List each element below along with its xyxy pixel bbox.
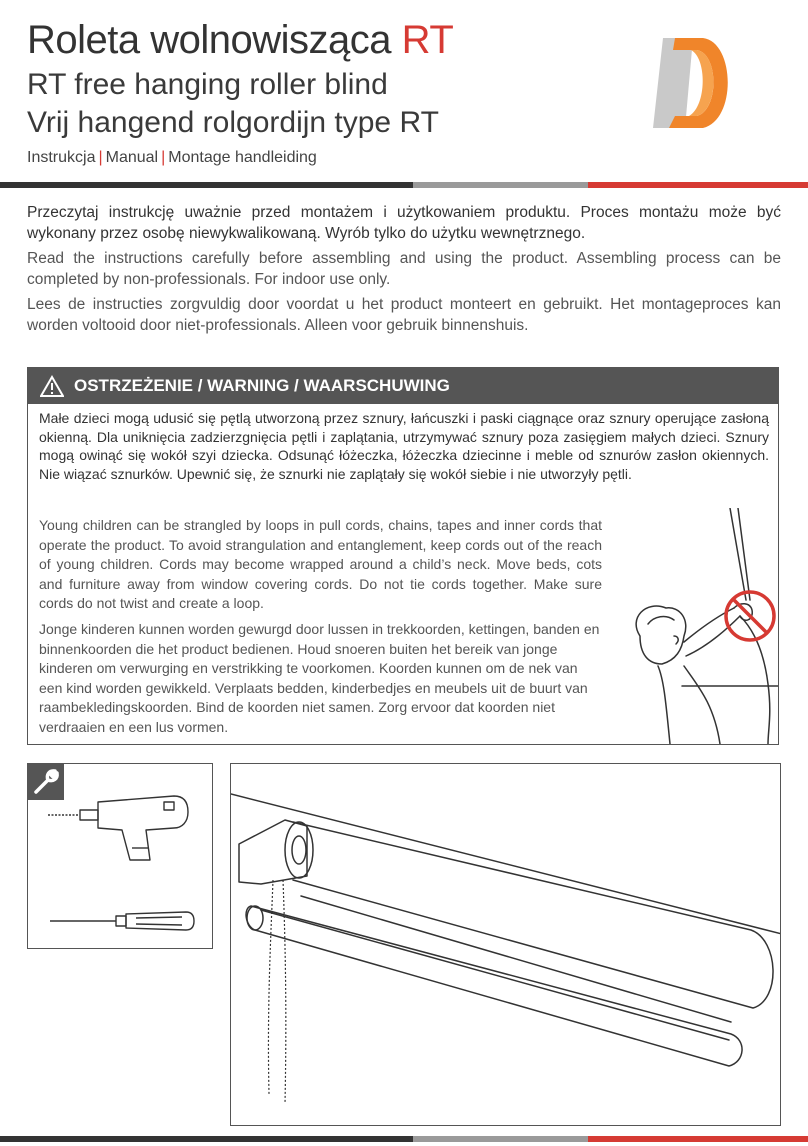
brand-logo-icon: [645, 28, 735, 138]
doc-type-nl: Montage handleiding: [168, 149, 317, 166]
roller-blind-illustration: [230, 763, 781, 1126]
drill-icon: [46, 788, 196, 868]
title-word-1: Roleta: [27, 18, 140, 62]
title-dutch: Vrij hangend rolgordijn type RT: [27, 106, 439, 139]
warning-text-polish: Małe dzieci mogą udusić się pętlą utworzoną przez sznury, łańcuszki i paski ciągnące oraz sznury operujące zasłoną okienną. Dla uniknięcia zadzierzgnięcia pętli i zaplątania, utrzymywać sznury poza zasięgiem małych dzieci. Sznury mogą owinąć się wokół szyi dziecka. Odsunąć łóżeczka, łóżeczka dziecinne i meble od sznurów zasłon okiennych. Nie wiązać sznurków. Upewnić się, że sznurki nie zaplątały się wokół siebie i nie utworzyły pętli.: [39, 410, 769, 482]
warning-header: [28, 368, 778, 404]
intro-polish: Przeczytaj instrukcję uważnie przed montażem i użytkowaniem produktu. Proces montażu może być wykonany przez osobę niewykwalikowaną. Wyrób tylko do użytku wewnętrznego.: [27, 204, 781, 242]
page-title: [27, 20, 453, 60]
warning-text-dutch: Jonge kinderen kunnen worden gewurgd door lussen in trekkoorden, kettingen, banden en binnenkoorden die het product bedienen. Houd snoeren buiten het bereik van jonge kinderen om verwurging en verstrikking te voorkomen. Koorden kunnen om de nek van een kind worden gewikkeld. Verplaats bedden, kinderbedjes en meubels uit de buurt van raambekledingskoorden. Bind de koorden niet samen. Zorg ervoor dat koorden niet verdraaien en een lus vormen.: [39, 621, 600, 735]
warning-triangle-icon: [40, 375, 64, 397]
title-word-rt: RT: [401, 18, 454, 62]
document-type-line: [27, 149, 317, 167]
warning-text-english: Young children can be strangled by loops in pull cords, chains, tapes and inner cords that operate the product. To avoid strangulation and entanglement, keep cords out of the reach of young children. Cords may become wrapped around a child’s neck. Move beds, cots and furniture away from window covering cords. Do not tie cords together. Make sure cords do not twist and create a loop.: [39, 517, 602, 611]
separator: |: [161, 149, 166, 166]
intro-english: Read the instructions carefully before assembling and using the product. Assembling process can be completed by non-professionals. For indoor use only.: [27, 250, 781, 288]
required-tools-box: [27, 763, 213, 949]
warning-heading: OSTRZEŻENIE / WARNING / WAARSCHUWING: [74, 376, 450, 395]
screwdriver-icon: [46, 904, 196, 934]
warning-box: [27, 367, 779, 745]
footer-divider-bar: [0, 1136, 808, 1142]
title-english: RT free hanging roller blind: [27, 68, 388, 101]
doc-type-pl: Instrukcja: [27, 149, 96, 166]
title-word-2: wolnowisząca: [150, 18, 392, 62]
roller-blind-drawing: [231, 764, 781, 1126]
intro-dutch: Lees de instructies zorgvuldig door voordat u het product monteert en gebruikt. Het montageproces kan worden voltooid door niet-professionals. Alleen voor gebruik binnenshuis.: [27, 296, 781, 334]
separator: |: [98, 149, 103, 166]
child-with-cord-prohibited-icon: [618, 508, 778, 744]
header-divider-bar: [0, 182, 808, 188]
doc-type-en: Manual: [105, 149, 159, 166]
